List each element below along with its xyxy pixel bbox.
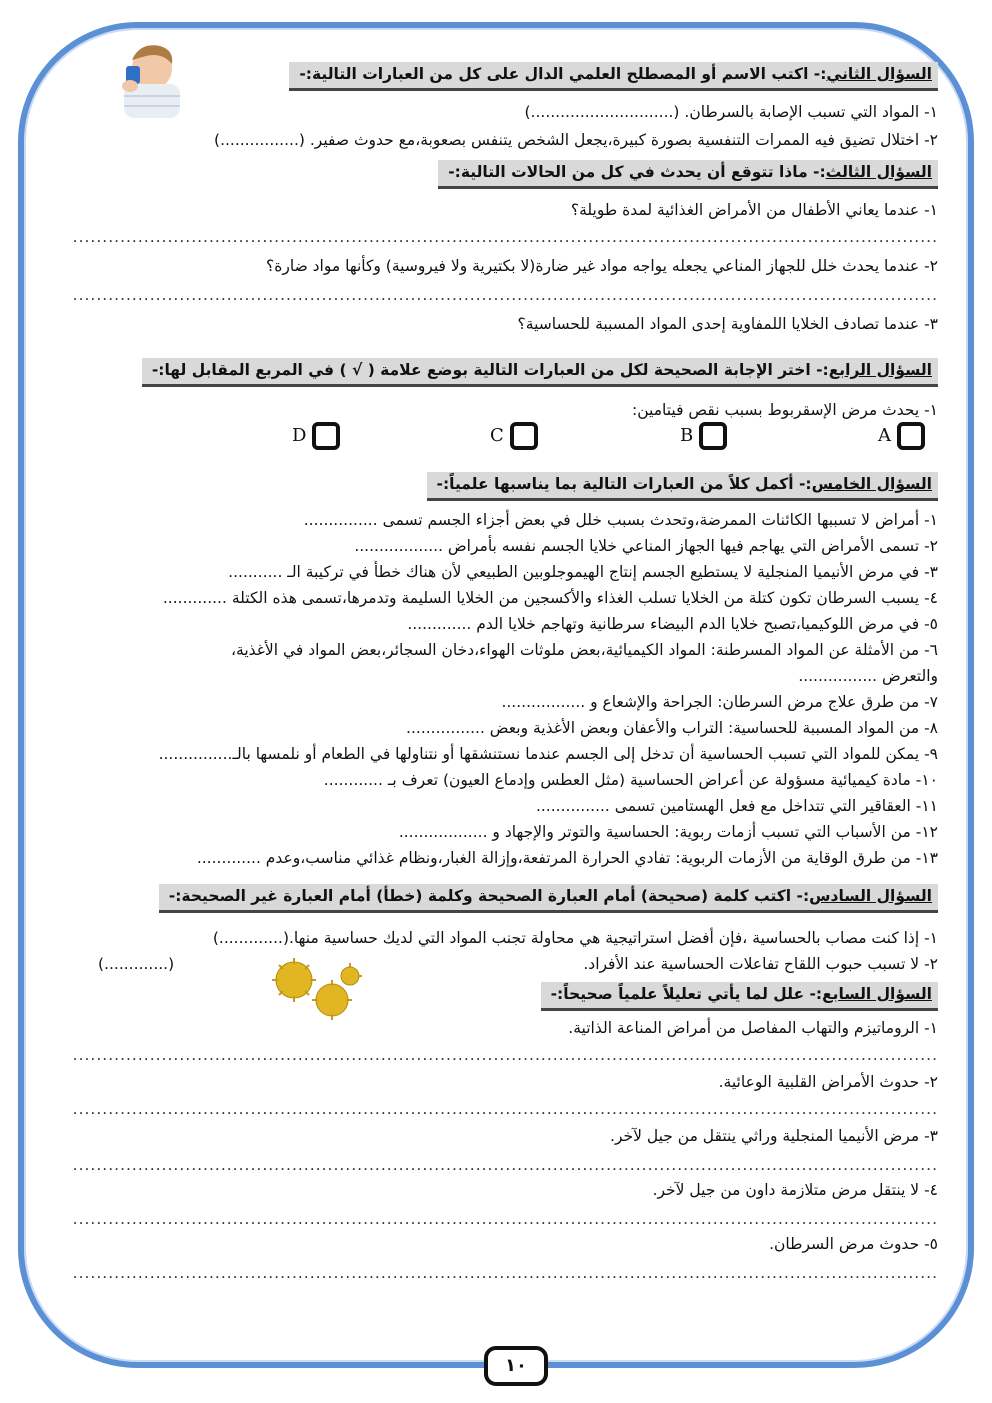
q6-heading-rest: :- اكتب كلمة (صحيحة) أمام العبارة الصحيحة وكلمة (خطأ) أمام العبارة غير الصحيحة:- [168, 887, 810, 905]
q5-item-13: ١٣- من طرق الوقاية من الأزمات الربوية: تفادي الحرارة المرتفعة،وإزالة الغبار،ونظام غذائي مناسب،وعدم ............. [196, 849, 938, 867]
q7-item-2: ٢- حدوث الأمراض القلبية الوعائية. [718, 1073, 938, 1091]
choice-b-label: B [680, 425, 694, 446]
q5-item-4: ٤- يسبب السرطان تكون كتلة من الخلايا تسلب الغذاء والأكسجين من الخلايا السليمة وتدمرها،تسمى هذه الكتلة ............. [162, 589, 938, 607]
q5-item-6: ٦- من الأمثلة عن المواد المسرطنة: المواد الكيميائية،بعض ملوثات الهواء،دخان السجائر،بعض المواد في الأغذية، [231, 641, 938, 659]
q3-item-1: ١- عندما يعاني الأطفال من الأمراض الغذائية لمدة طويلة؟ [570, 201, 938, 219]
q4-item-1: ١- يحدث مرض الإسقربوط بسبب نقص فيتامين: [632, 401, 938, 419]
q2-heading [289, 62, 938, 91]
q5-heading-rest: :- أكمل كلاً من العبارات التالية بما يناسبها علمياً:- [436, 475, 812, 493]
q5-item-8: ٨- من المواد المسببة للحساسية: التراب والأعفان وبعض الأغذية وبعض ................ [406, 719, 938, 737]
q4-heading [142, 358, 938, 387]
q6-heading [159, 884, 938, 913]
q5-item-6-cont: والتعرض ................ [798, 667, 938, 685]
q6-item-2 [60, 952, 938, 976]
q4-choices [60, 422, 938, 452]
choice-d-checkbox[interactable] [312, 422, 340, 450]
q7-heading [541, 982, 938, 1011]
q5-item-3: ٣- في مرض الأنيميا المنجلية لا يستطيع الجسم إنتاج الهيموجلوبين الطبيعي لأن هناك خطأً في تركيبة الـ ........... [228, 563, 938, 581]
q3-heading-rest: :- ماذا تتوقع أن يحدث في كل من الحالات التالية:- [448, 163, 826, 181]
choice-a-label: A [878, 425, 891, 446]
page-number: ١٠ [484, 1346, 548, 1386]
choice-c-label: C [490, 425, 504, 446]
q7-answer-line-3[interactable]: .................................................................................................................................................. [72, 1156, 938, 1174]
q2-heading-rest: :- اكتب الاسم أو المصطلح العلمي الدال على كل من العبارات التالية:- [299, 65, 827, 83]
choice-b-checkbox[interactable] [699, 422, 727, 450]
q7-answer-line-5[interactable]: .................................................................................................................................................. [72, 1264, 938, 1282]
q5-item-1: ١- أمراض لا تسببها الكائنات الممرضة،وتحدث بسبب خلل في بعض أجزاء الجسم تسمى ............... [303, 511, 938, 529]
q7-answer-line-2[interactable]: .................................................................................................................................................. [72, 1100, 938, 1118]
q3-heading [438, 160, 938, 189]
q7-item-4: ٤- لا ينتقل مرض متلازمة داون من جيل لآخر. [652, 1181, 938, 1199]
choice-d[interactable] [292, 422, 340, 450]
q7-heading-rest: :- علل لما يأتي تعليلاً علمياً صحيحاً:- [550, 985, 823, 1003]
q4-heading-rest: :- اختر الإجابة الصحيحة لكل من العبارات التالية بوضع علامة ( √ ) في المربع المقابل لها:- [151, 361, 829, 379]
q6-item-2-answer[interactable]: (.............) [98, 955, 175, 973]
q5-item-7: ٧- من طرق علاج مرض السرطان: الجراحة والإشعاع و ................. [501, 693, 938, 711]
q7-heading-title: السؤال السابع [822, 985, 932, 1003]
choice-b[interactable] [680, 422, 727, 450]
q2-item-1: ١- المواد التي تسبب الإصابة بالسرطان. (.............................) [524, 103, 938, 121]
q7-item-5: ٥- حدوث مرض السرطان. [769, 1235, 938, 1253]
choice-a-checkbox[interactable] [897, 422, 925, 450]
q5-item-10: ١٠- مادة كيميائية مسؤولة عن أعراض الحساسية (مثل العطس وإدماع العيون) تعرف بـ ............ [323, 771, 938, 789]
q5-item-2: ٢- تسمى الأمراض التي يهاجم فيها الجهاز المناعي خلايا الجسم نفسه بأمراض .................. [354, 537, 938, 555]
choice-d-label: D [292, 425, 307, 446]
q2-item-2: ٢- اختلال تضيق فيه الممرات التنفسية بصورة كبيرة،يجعل الشخص يتنفس بصعوبة،مع حدوث صفير. (................) [214, 131, 938, 149]
q6-item-2-text: ٢- لا تسبب حبوب اللقاح تفاعلات الحساسية عند الأفراد. [583, 955, 938, 973]
choice-c-checkbox[interactable] [510, 422, 538, 450]
q7-item-1: ١- الروماتيزم والتهاب المفاصل من أمراض المناعة الذاتية. [568, 1019, 938, 1037]
choice-a[interactable] [878, 422, 925, 450]
q5-item-12: ١٢- من الأسباب التي تسبب أزمات ربوية: الحساسية والتوتر والإجهاد و .................. [398, 823, 938, 841]
q5-item-11: ١١- العقاقير التي تتداخل مع فعل الهستامين تسمى ............... [535, 797, 938, 815]
q3-answer-line-1[interactable]: .................................................................................................................................................. [72, 228, 938, 246]
q5-heading-title: السؤال الخامس [811, 475, 932, 493]
q7-item-3: ٣- مرض الأنيميا المنجلية وراثي ينتقل من جيل لآخر. [610, 1127, 938, 1145]
choice-c[interactable] [490, 422, 538, 450]
q2-heading-title: السؤال الثاني [826, 65, 932, 83]
q3-heading-title: السؤال الثالث [825, 163, 932, 181]
q6-heading-title: السؤال السادس [809, 887, 932, 905]
q7-answer-line-1[interactable]: .................................................................................................................................................. [72, 1046, 938, 1064]
q5-heading [427, 472, 938, 501]
q5-item-9: ٩- يمكن للمواد التي تسبب الحساسية أن تدخل إلى الجسم عندما نستنشقها أو نتناولها في الطعام أو نلمسها بالـ............... [158, 745, 938, 763]
q3-item-3: ٣- عندما تصادف الخلايا اللمفاوية إحدى المواد المسببة للحساسية؟ [517, 315, 938, 333]
q3-answer-line-2[interactable]: .................................................................................................................................................. [72, 286, 938, 304]
q5-item-5: ٥- في مرض اللوكيميا،تصبح خلايا الدم البيضاء سرطانية وتهاجم خلايا الدم ............. [407, 615, 938, 633]
q4-heading-title: السؤال الرابع [828, 361, 932, 379]
q3-item-2: ٢- عندما يحدث خلل للجهاز المناعي يجعله يواجه مواد غير ضارة(لا بكتيرية ولا فيروسية) وكأنها مواد ضارة؟ [266, 257, 938, 275]
q6-item-1: ١- إذا كنت مصاب بالحساسية ،فإن أفضل استراتيجية هي محاولة تجنب المواد التي لديك حساسية منها.(.............) [212, 929, 938, 947]
q7-answer-line-4[interactable]: .................................................................................................................................................. [72, 1210, 938, 1228]
